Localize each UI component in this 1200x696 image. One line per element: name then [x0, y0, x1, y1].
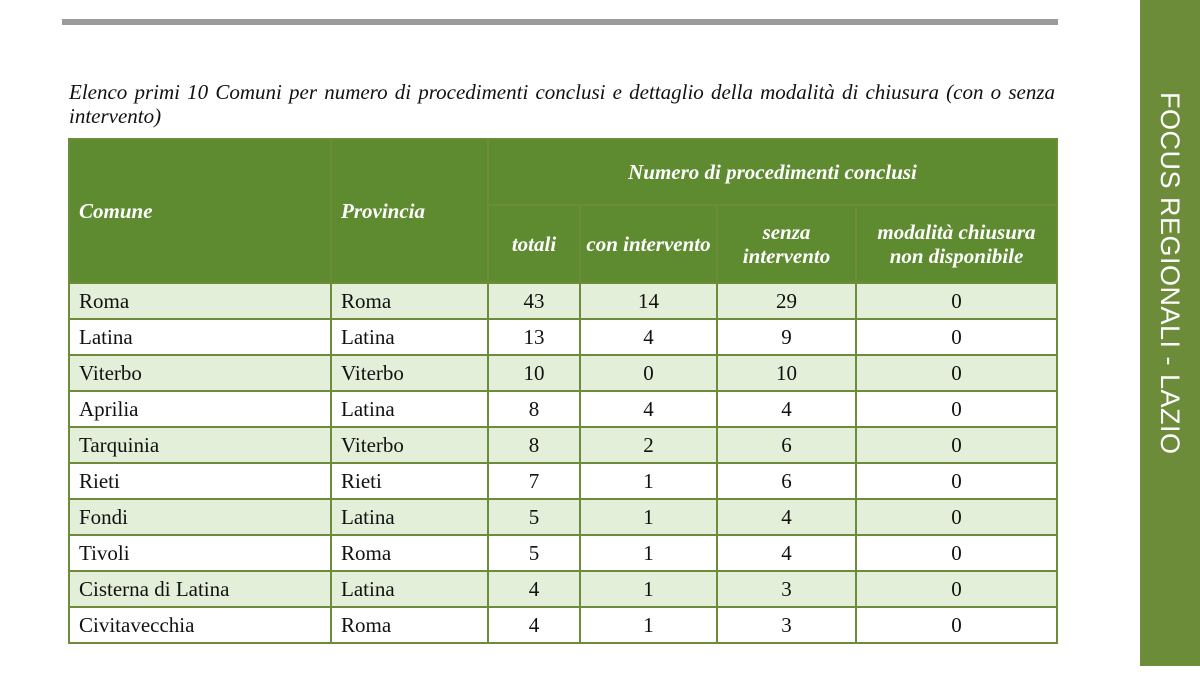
cell-con-intervento: 1 — [580, 607, 717, 643]
cell-con-intervento: 1 — [580, 463, 717, 499]
cell-totali: 13 — [488, 319, 580, 355]
cell-non-disponibile: 0 — [856, 607, 1057, 643]
table-row — [69, 571, 1057, 607]
side-tab-label: FOCUS REGIONALI - LAZIO — [1155, 92, 1185, 455]
cell-non-disponibile: 0 — [856, 355, 1057, 391]
table-row — [69, 427, 1057, 463]
cell-senza-intervento: 4 — [717, 535, 856, 571]
cell-comune: Rieti — [69, 463, 331, 499]
cell-totali: 10 — [488, 355, 580, 391]
cell-con-intervento: 4 — [580, 319, 717, 355]
cell-provincia: Latina — [331, 319, 488, 355]
cell-totali: 8 — [488, 391, 580, 427]
cell-senza-intervento: 3 — [717, 571, 856, 607]
comuni-table — [68, 138, 1058, 644]
cell-non-disponibile: 0 — [856, 283, 1057, 319]
cell-non-disponibile: 0 — [856, 535, 1057, 571]
cell-con-intervento: 1 — [580, 571, 717, 607]
cell-comune: Civitavecchia — [69, 607, 331, 643]
cell-totali: 7 — [488, 463, 580, 499]
cell-senza-intervento: 4 — [717, 499, 856, 535]
header-provincia: Provincia — [331, 139, 488, 283]
cell-provincia: Roma — [331, 607, 488, 643]
cell-totali: 5 — [488, 535, 580, 571]
header-comune: Comune — [69, 139, 331, 283]
cell-comune: Roma — [69, 283, 331, 319]
cell-provincia: Viterbo — [331, 355, 488, 391]
header-non-disponibile: modalità chiusura non disponibile — [856, 205, 1057, 283]
cell-provincia: Rieti — [331, 463, 488, 499]
cell-totali: 4 — [488, 571, 580, 607]
top-divider — [62, 19, 1058, 25]
cell-con-intervento: 14 — [580, 283, 717, 319]
cell-senza-intervento: 10 — [717, 355, 856, 391]
cell-senza-intervento: 6 — [717, 463, 856, 499]
cell-non-disponibile: 0 — [856, 391, 1057, 427]
table-row — [69, 283, 1057, 319]
cell-totali: 8 — [488, 427, 580, 463]
cell-con-intervento: 1 — [580, 499, 717, 535]
cell-comune: Viterbo — [69, 355, 331, 391]
cell-totali: 5 — [488, 499, 580, 535]
cell-non-disponibile: 0 — [856, 427, 1057, 463]
section-side-tab — [1140, 0, 1200, 666]
cell-comune: Tivoli — [69, 535, 331, 571]
cell-provincia: Roma — [331, 535, 488, 571]
cell-non-disponibile: 0 — [856, 499, 1057, 535]
cell-comune: Latina — [69, 319, 331, 355]
table-row — [69, 391, 1057, 427]
cell-comune: Fondi — [69, 499, 331, 535]
table-row — [69, 319, 1057, 355]
cell-provincia: Viterbo — [331, 427, 488, 463]
cell-provincia: Latina — [331, 499, 488, 535]
cell-con-intervento: 0 — [580, 355, 717, 391]
cell-non-disponibile: 0 — [856, 319, 1057, 355]
cell-senza-intervento: 9 — [717, 319, 856, 355]
table-row — [69, 463, 1057, 499]
cell-senza-intervento: 4 — [717, 391, 856, 427]
table-row — [69, 535, 1057, 571]
cell-provincia: Latina — [331, 391, 488, 427]
cell-comune: Aprilia — [69, 391, 331, 427]
table-caption: Elenco primi 10 Comuni per numero di procedimenti conclusi e dettaglio della modalità di chiusura (con o senza intervento) — [69, 80, 1055, 128]
header-totali: totali — [488, 205, 580, 283]
cell-non-disponibile: 0 — [856, 463, 1057, 499]
table-row — [69, 607, 1057, 643]
header-senza-intervento: senza intervento — [717, 205, 856, 283]
cell-provincia: Roma — [331, 283, 488, 319]
header-con-intervento: con intervento — [580, 205, 717, 283]
table-row — [69, 355, 1057, 391]
cell-senza-intervento: 3 — [717, 607, 856, 643]
cell-comune: Tarquinia — [69, 427, 331, 463]
cell-senza-intervento: 29 — [717, 283, 856, 319]
cell-con-intervento: 1 — [580, 535, 717, 571]
cell-provincia: Latina — [331, 571, 488, 607]
header-numero-procedimenti: Numero di procedimenti conclusi — [488, 139, 1057, 205]
cell-comune: Cisterna di Latina — [69, 571, 331, 607]
cell-totali: 43 — [488, 283, 580, 319]
cell-con-intervento: 2 — [580, 427, 717, 463]
cell-con-intervento: 4 — [580, 391, 717, 427]
table-body — [69, 283, 1057, 643]
cell-senza-intervento: 6 — [717, 427, 856, 463]
cell-non-disponibile: 0 — [856, 571, 1057, 607]
table-row — [69, 499, 1057, 535]
cell-totali: 4 — [488, 607, 580, 643]
